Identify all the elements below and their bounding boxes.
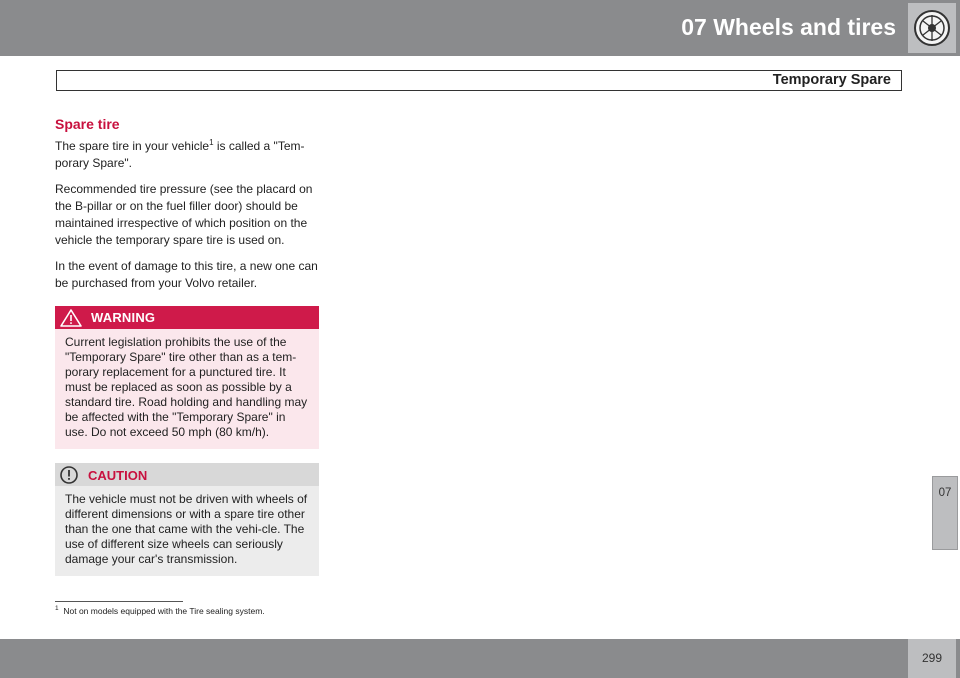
warning-header	[55, 306, 319, 329]
caution-header	[55, 463, 319, 486]
footnote-ref: 1	[209, 138, 214, 147]
footnote-text: Not on models equipped with the Tire sealing system.	[63, 605, 265, 616]
chapter-side-tab[interactable]	[932, 476, 958, 550]
caution-box	[55, 463, 319, 576]
footnote	[55, 605, 265, 616]
main-content	[55, 116, 321, 576]
warning-triangle-icon	[60, 309, 82, 327]
section-title: Temporary Spare	[772, 72, 891, 88]
warning-title: WARNING	[91, 310, 156, 325]
paragraph-1-text: The spare tire in your vehicle	[55, 139, 210, 153]
caution-exclamation-icon	[60, 466, 78, 484]
paragraph-1-text-end: is called a "Tem-porary Spare".	[55, 139, 305, 170]
tire-icon-box	[908, 3, 956, 53]
footnote-marker: 1	[55, 605, 59, 612]
page-number-box	[908, 639, 956, 678]
caution-text: The vehicle must not be driven with wheels of different dimensions or with a spare tire other than the one that came with the vehi-cle. The use of different size wheels can seriously damage your car's transmission.	[65, 492, 308, 566]
page-number: 299	[921, 651, 942, 665]
header-bar	[0, 0, 960, 56]
caution-title: CAUTION	[88, 468, 148, 483]
warning-text: Current legislation prohibits the use of the "Temporary Spare" tire other than as a tem-porary replacement for a punctured tire. It must be replaced as soon as possible by a standard tire. Road holding and handling may be affected with the "Temporary Spare" in use. Do not exceed 50 mph (80 km/h).	[65, 335, 308, 439]
warning-box	[55, 306, 319, 449]
footnote-divider	[55, 601, 183, 602]
tire-icon	[913, 9, 951, 47]
side-tab-label: 07	[938, 487, 952, 499]
paragraph-1	[55, 138, 321, 172]
paragraph-2: Recommended tire pressure (see the placard on the B-pillar or on the fuel filler door) should be maintained irrespective of which position on the vehicle the temporary spare tire is used on.	[55, 182, 313, 247]
paragraph-3: In the event of damage to this tire, a new one can be purchased from your Volvo retailer.	[55, 259, 318, 290]
section-heading: Spare tire	[55, 116, 120, 132]
chapter-title: 07 Wheels and tires	[681, 14, 896, 40]
section-header	[56, 70, 902, 91]
footer-bar	[0, 639, 960, 678]
